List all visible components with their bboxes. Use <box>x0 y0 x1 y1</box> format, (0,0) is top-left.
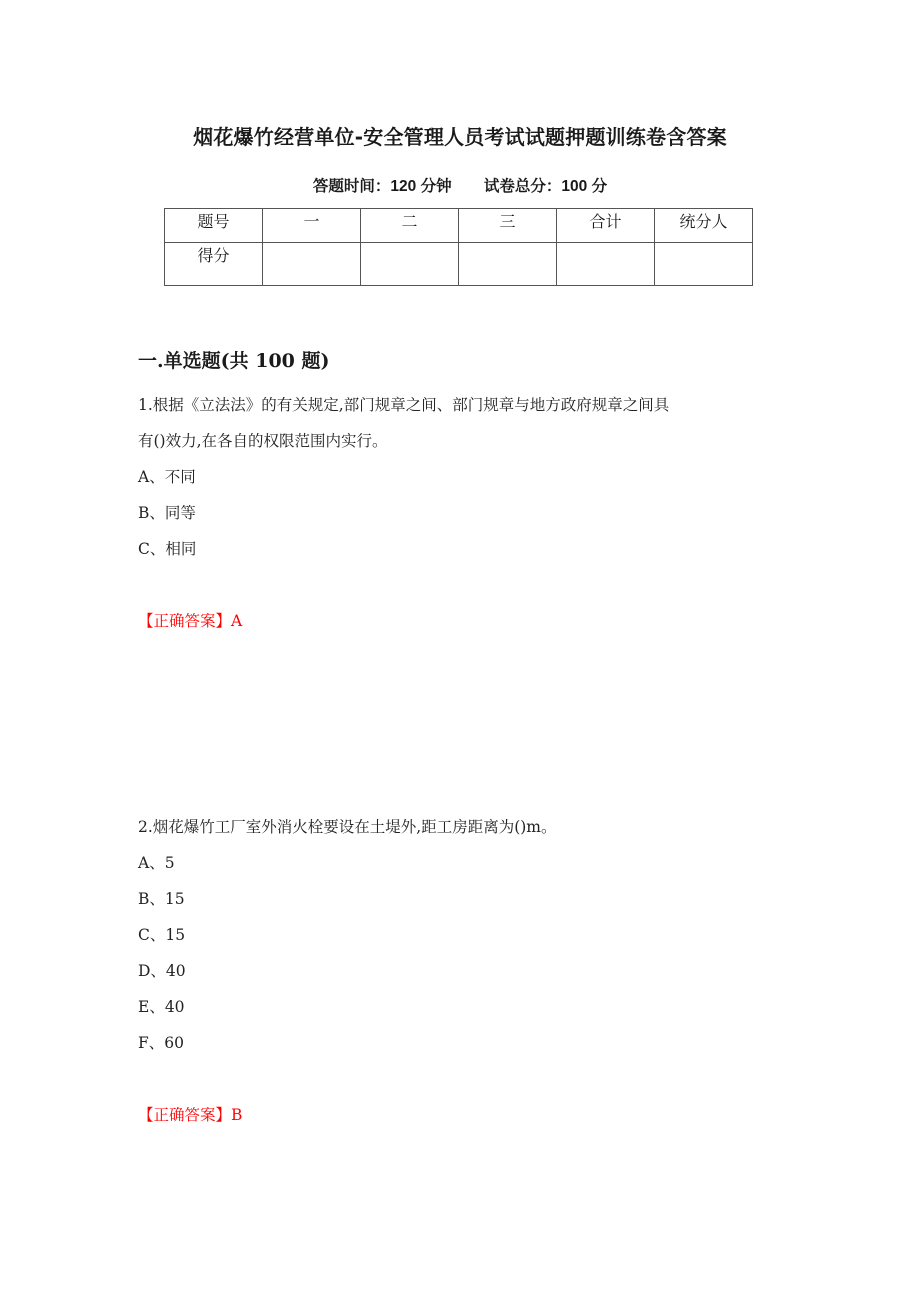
score-cell <box>655 243 753 286</box>
exam-time: 答题时间：120 分钟 <box>312 178 452 195</box>
score-table-header: 一 <box>263 209 361 243</box>
exam-info <box>0 174 920 196</box>
question-1-answer: 【正确答案】A <box>138 612 243 630</box>
question-1-option: B、同等 <box>138 504 196 522</box>
score-cell <box>557 243 655 286</box>
question-2-option: B、15 <box>138 890 185 908</box>
score-table <box>164 208 753 286</box>
score-table-header: 统分人 <box>655 209 753 243</box>
score-cell <box>361 243 459 286</box>
question-2-option: C、15 <box>138 926 186 944</box>
score-table-header-row <box>165 209 753 243</box>
question-1-option: A、不同 <box>138 468 196 486</box>
question-2-text-line-1: 2.烟花爆竹工厂室外消火栓要设在土堤外,距工房距离为()m。 <box>138 818 557 836</box>
score-cell <box>263 243 361 286</box>
score-cell <box>459 243 557 286</box>
question-2-option: E、40 <box>138 998 185 1016</box>
score-table-header: 合计 <box>557 209 655 243</box>
question-1-text-line-1: 1.根据《立法法》的有关规定,部门规章之间、部门规章与地方政府规章之间具 <box>138 396 670 414</box>
question-1-option: C、相同 <box>138 540 197 558</box>
question-2-answer: 【正确答案】B <box>138 1106 243 1124</box>
score-table-score-row <box>165 243 753 286</box>
score-table-header: 题号 <box>165 209 263 243</box>
score-row-label: 得分 <box>165 243 263 286</box>
question-1-text-line-2: 有()效力,在各自的权限范围内实行。 <box>138 432 388 450</box>
exam-total-score: 试卷总分：100 分 <box>483 178 608 195</box>
question-2-option: D、40 <box>138 962 186 980</box>
document-title: 烟花爆竹经营单位-安全管理人员考试试题押题训练卷含答案 <box>193 125 727 149</box>
question-2-option: F、60 <box>138 1034 184 1052</box>
score-table-header: 二 <box>361 209 459 243</box>
section-title: 一.单选题(共 100 题) <box>138 350 330 372</box>
score-table-header: 三 <box>459 209 557 243</box>
question-2-option: A、5 <box>138 854 175 872</box>
